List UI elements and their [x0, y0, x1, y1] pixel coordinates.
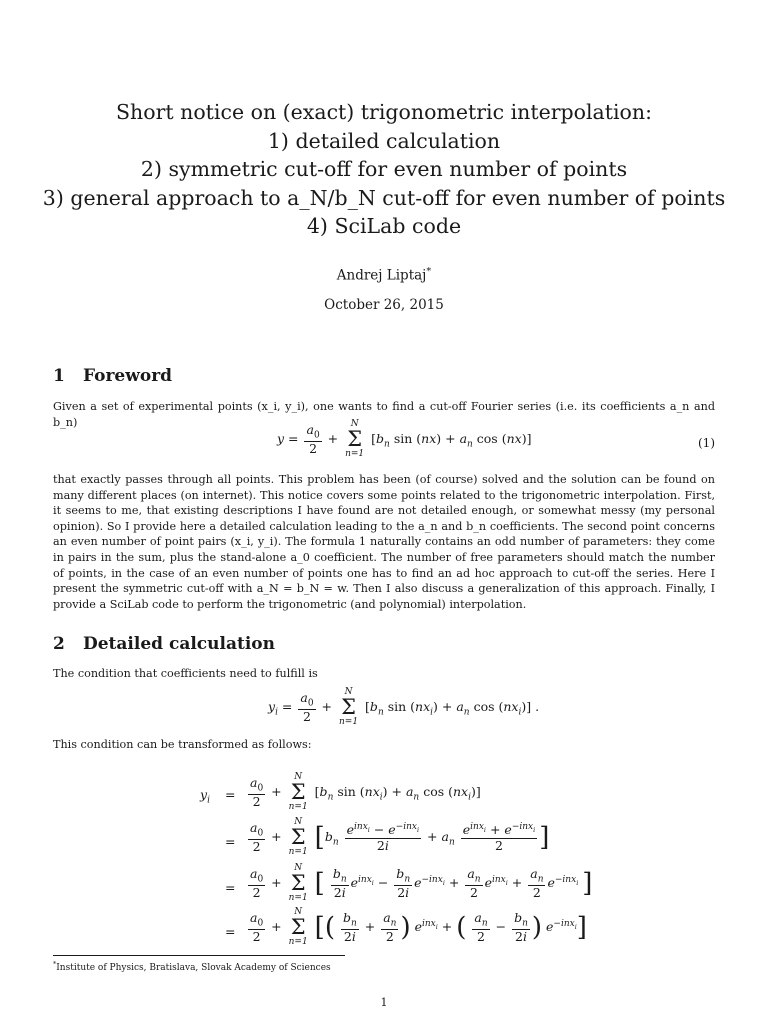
section-heading-foreword [53, 366, 172, 386]
author-name [0, 266, 768, 284]
foreword-intro-paragraph: Given a set of experimental points (x_i, y_i), one wants to find a cut-off Fourier series (i.e. its coefficients a_n and b_n) [53, 400, 715, 429]
section-title: Detailed calculation [83, 634, 275, 654]
title-line-5: 4) SciLab code [306, 214, 462, 238]
section-number: 2 [53, 634, 65, 654]
foreword-body-paragraph: that exactly passes through all points. This problem has been (of course) solved and the solution can be found on many different places (on internet). This notice covers some points related to the trigonometric interpolation. First, it seems to me, that existing descriptions I have found are not detailed enough, or somewhat messy (my personal opinion). So I provide here a detailed calculation leading to the a_n and b_n coefficients. The second point concerns an even number of point pairs (x_i, y_i). The formula 1 naturally contains an odd number of parameters: they come in pairs in the sum, plus the stand-alone a_0 coefficient. The number of free parameters should match the number of points, in the case of an even number of points one has to find an ad hoc approach to cut-off the series. Here I present the symmetric cut-off with a_N = b_N = w. Then I also discuss a generalization of this approach. Finally, I provide a SciLab code to perform the trigonometric (and polynomial) interpolation. [53, 473, 715, 611]
section-heading-detailed-calculation [53, 634, 275, 654]
title-line-2: 1) detailed calculation [267, 128, 501, 153]
title-line-4: 3) general approach to a_N/b_N cut-off for even number of points [42, 185, 726, 210]
equation-1: y = $\frac{a_0}{2}$ + N Σ n=1 [$b_n$ $\sin (nx) + a_n$ cos (nx)] [277, 419, 532, 459]
footnote-mark: * [53, 960, 57, 968]
paper-title [0, 98, 768, 241]
derivation-line-4: = $\frac{a_0}{2}$ + N Σ n=1 [( $\frac{b_n}{2i}$ + $\frac{a_n}{2}$ ) $e^{inx_i}$ + ( $\frac{a_n}{2}$ − $\frac{b_n}{2i}$ ) $e^{-inx_i}$] [225, 907, 587, 947]
footnote [53, 960, 331, 973]
transform-paragraph: This condition can be transformed as follows: [53, 738, 312, 751]
footnote-text: Institute of Physics, Bratislava, Slovak Academy of Sciences [56, 963, 331, 973]
derivation-line-1: $y_i$ = $\frac{a_0}{2}$ + N Σ n=1 [$b_n$ $\sin (nx_i) + a_n$ $\cos (nx_i)$] [200, 772, 481, 812]
derivation-line-2: = $\frac{a_0}{2}$ + N Σ n=1 [$b_n$ $\frac{e^{inx_i} - e^{-inx_i}}{2i}$ + $a_n$ $\frac{e^{inx_i} + e^{-inx_i}}{2}$ ] [225, 817, 550, 857]
section-number: 1 [53, 366, 65, 386]
section-title: Foreword [83, 366, 173, 386]
equation-number: (1) [698, 436, 715, 450]
page-number: 1 [380, 996, 388, 1009]
title-line-3: 2) symmetric cut-off for even number of points [140, 157, 628, 181]
condition-paragraph: The condition that coefficients need to fulfill is [53, 667, 318, 680]
paper-date: October 26, 2015 [324, 297, 444, 313]
title-line-1: Short notice on (exact) trigonometric interpolation: [115, 100, 652, 124]
author-footnote-mark: * [426, 266, 432, 277]
author-text: Andrej Liptaj [336, 267, 427, 284]
condition-equation: $y_i$ = $\frac{a_0}{2}$ + N Σ n=1 [$b_n$ $\sin (nx_i) + a_n$ $\cos (nx_i)$] . [268, 687, 540, 727]
footnote-rule [53, 955, 345, 956]
derivation-line-3: = $\frac{a_0}{2}$ + N Σ n=1 [ $\frac{b_n}{2i}$ $e^{inx_i}$ − $\frac{b_n}{2i}$ $e^{-inx_i}$ + $\frac{a_n}{2}$ $e^{inx_i}$ + $\frac{a_n}{2}$ $e^{-inx_i}$ ] [225, 863, 593, 903]
